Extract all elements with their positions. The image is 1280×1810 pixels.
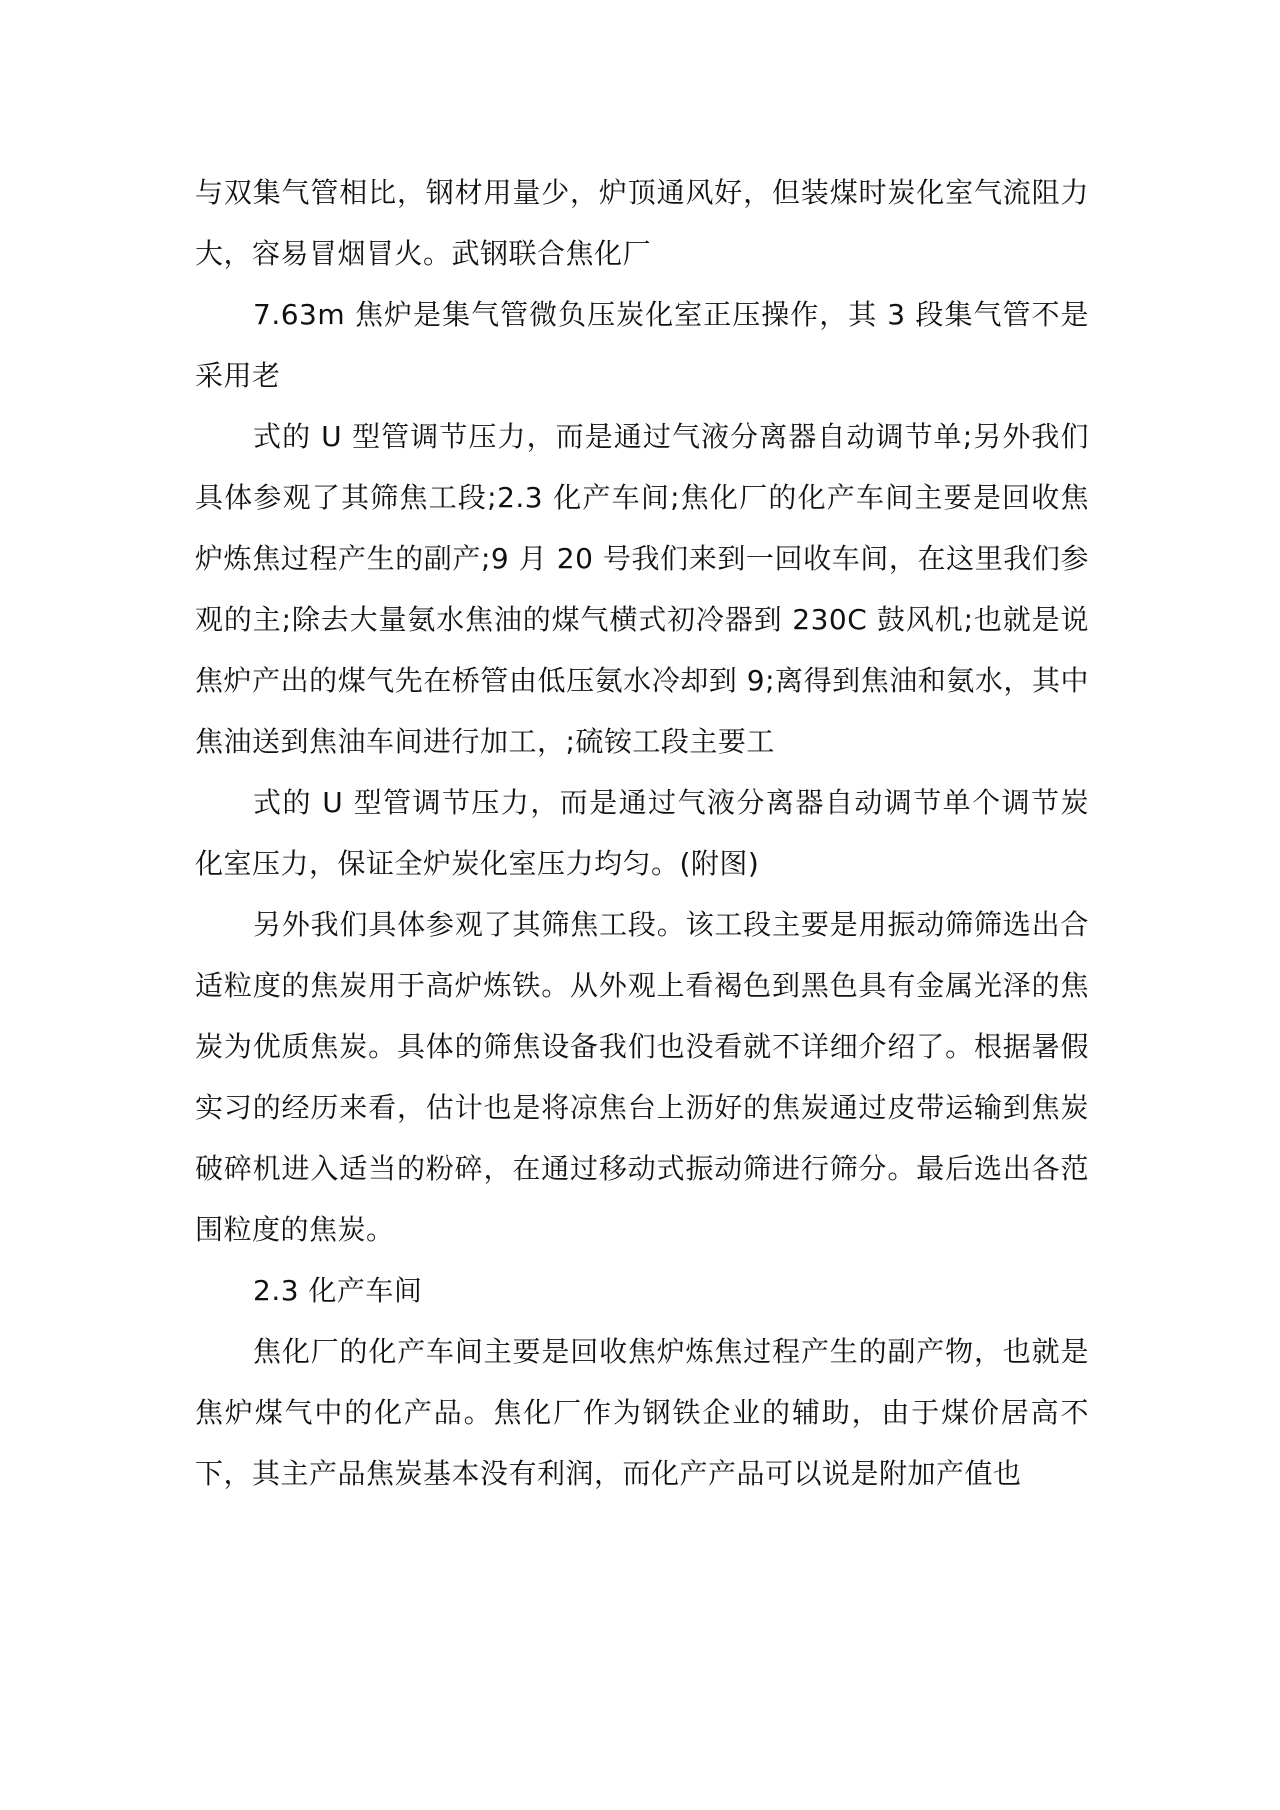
section-heading-2-3: 2.3 化产车间 <box>253 1274 423 1307</box>
paragraph-4: 式的 U 型管调节压力，而是通过气液分离器自动调节单个调节炭化室压力，保证全炉炭化室压力均匀。(附图) <box>195 786 1089 880</box>
document-body <box>195 162 1089 1504</box>
paragraph-2: 7.63m 焦炉是集气管微负压炭化室正压操作，其 3 段集气管不是采用老 <box>195 298 1089 392</box>
paragraph-1: 与双集气管相比，钢材用量少，炉顶通风好，但装煤时炭化室气流阻力大，容易冒烟冒火。武钢联合焦化厂 <box>195 176 1089 270</box>
paragraph-6: 焦化厂的化产车间主要是回收焦炉炼焦过程产生的副产物，也就是焦炉煤气中的化产品。焦化厂作为钢铁企业的辅助，由于煤价居高不下，其主产品焦炭基本没有利润，而化产产品可以说是附加产值也 <box>195 1335 1089 1490</box>
paragraph-5: 另外我们具体参观了其筛焦工段。该工段主要是用振动筛筛选出合适粒度的焦炭用于高炉炼铁。从外观上看褐色到黑色具有金属光泽的焦炭为优质焦炭。具体的筛焦设备我们也没看就不详细介绍了。根据暑假实习的经历来看，估计也是将凉焦台上沥好的焦炭通过皮带运输到焦炭破碎机进入适当的粉碎，在通过移动式振动筛进行筛分。最后选出各范围粒度的焦炭。 <box>195 908 1089 1246</box>
paragraph-3: 式的 U 型管调节压力，而是通过气液分离器自动调节单;另外我们具体参观了其筛焦工段;2.3 化产车间;焦化厂的化产车间主要是回收焦炉炼焦过程产生的副产;9 月 20 号我们来到一回收车间，在这里我们参观的主;除去大量氨水焦油的煤气横式初冷器到 230C 鼓风机;也就是说焦炉产出的煤气先在桥管由低压氨水冷却到 9;离得到焦油和氨水，其中焦油送到焦油车间进行加工，;硫铵工段主要工 <box>195 420 1089 758</box>
